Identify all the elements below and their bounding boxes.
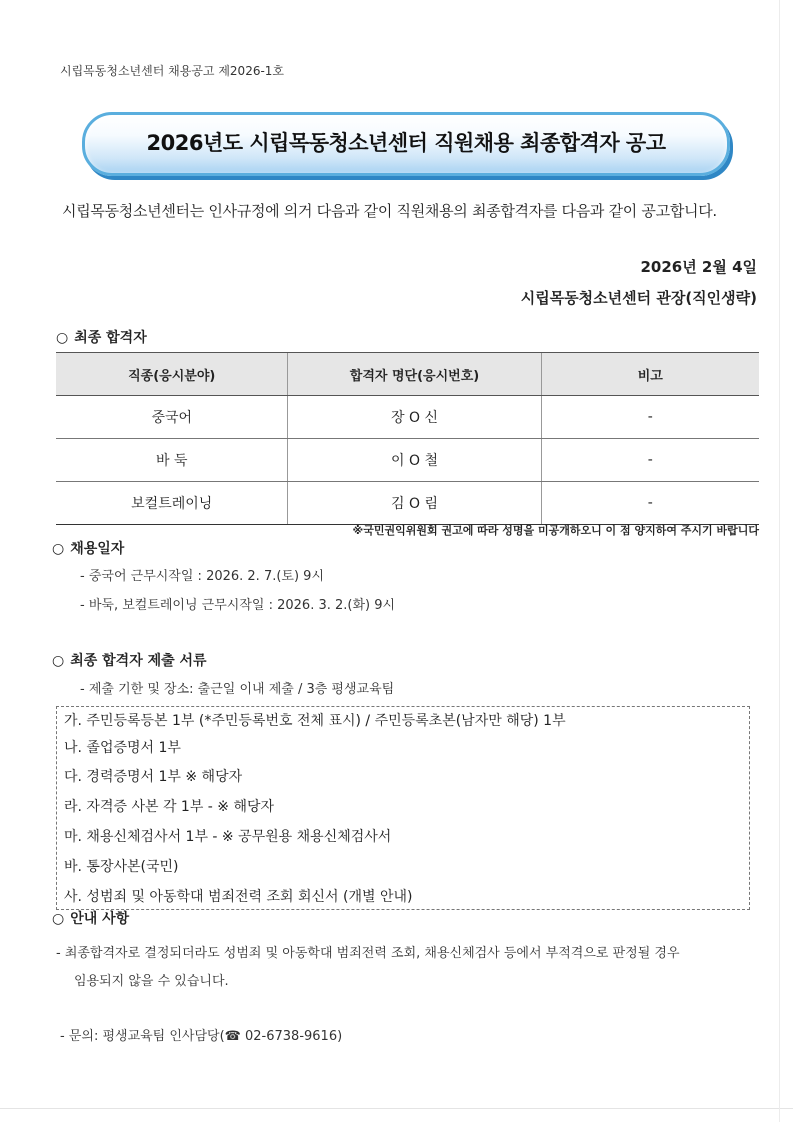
privacy-footnote: ※국민권익위원회 권고에 따라 성명을 미공개하오니 이 점 양지하여 주시기 바랍니다 [352,524,759,537]
scan-edge-bottom [0,1108,793,1109]
section-heading-date [52,538,124,558]
section-heading-notice [52,908,129,928]
list-item: 다. 경력증명서 1부 ※ 해당자 [64,769,243,785]
list-item: - 바둑, 보컬트레이닝 근무시작일 : 2026. 3. 2.(화) 9시 [80,598,396,613]
circle-bullet-icon: ○ [52,911,65,927]
list-item: 바. 통장사본(국민) [64,859,179,875]
table-row [56,396,759,439]
section-heading-notice-label: 안내 사항 [70,911,130,927]
submission-deadline: - 제출 기한 및 장소: 출근일 이내 제출 / 3층 평생교육팀 [80,682,395,697]
final-results-table [56,352,759,525]
list-item: 사. 성범죄 및 아동학대 범죄전력 조회 회신서 (개별 안내) [64,889,413,905]
column-header-name: 합격자 명단(응시번호) [288,353,541,396]
notice-text-continued: 임용되지 않을 수 있습니다. [74,974,229,989]
table-row [56,482,759,525]
list-item: 나. 졸업증명서 1부 [64,740,181,756]
cell-field: 보컬트레이닝 [56,482,288,525]
circle-bullet-icon: ○ [56,330,69,346]
column-header-field: 직종(응시분야) [56,353,288,396]
section-heading-date-label: 채용일자 [70,541,125,557]
cell-note: - [541,482,759,525]
section-heading-docs-label: 최종 합격자 제출 서류 [70,653,207,669]
cell-note: - [541,439,759,482]
signer: 시립목동청소년센터 관장(직인생략) [520,289,757,307]
circle-bullet-icon: ○ [52,541,65,557]
circle-bullet-icon: ○ [52,653,65,669]
scan-edge-right [779,0,780,1122]
cell-note: - [541,396,759,439]
column-header-note: 비고 [541,353,759,396]
section-heading-docs [52,650,207,670]
cell-name: 이 O 철 [288,439,541,482]
document-number: 시립목동청소년센터 채용공고 제2026-1호 [60,64,285,78]
cell-field: 중국어 [56,396,288,439]
list-item: 가. 주민등록등본 1부 (*주민등록번호 전체 표시) / 주민등록초본(남자만 해당) 1부 [64,713,566,729]
list-item: - 중국어 근무시작일 : 2026. 2. 7.(토) 9시 [80,569,325,584]
announcement-date: 2026년 2월 4일 [640,258,757,276]
page-title: 2026년도 시립목동청소년센터 직원채용 최종합격자 공고 [146,131,666,155]
section-heading-final [56,327,147,347]
cell-name: 김 O 림 [288,482,541,525]
table-header-row [56,353,759,396]
cell-name: 장 O 신 [288,396,541,439]
notice-text: - 최종합격자로 결정되더라도 성범죄 및 아동학대 범죄전력 조회, 채용신체검사 등에서 부적격으로 판정될 경우 [56,946,680,961]
cell-field: 바 둑 [56,439,288,482]
table-row [56,439,759,482]
list-item: 라. 자격증 사본 각 1부 - ※ 해당자 [64,799,275,815]
list-item: 마. 채용신체검사서 1부 - ※ 공무원용 채용신체검사서 [64,829,392,845]
contact-info: - 문의: 평생교육팀 인사담당(☎ 02-6738-9616) [60,1029,343,1044]
intro-paragraph: 시립목동청소년센터는 인사규정에 의거 다음과 같이 직원채용의 최종합격자를 다음과 같이 공고합니다. [62,202,717,220]
section-heading-final-label: 최종 합격자 [74,330,147,346]
